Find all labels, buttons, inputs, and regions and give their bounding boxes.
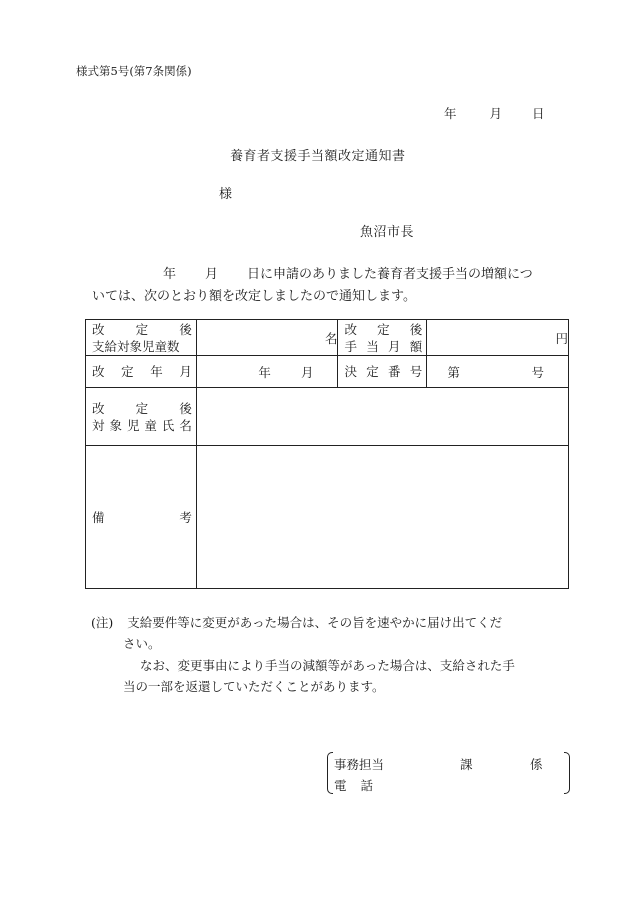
label-revised-2: 改 定 後 (344, 321, 423, 337)
intro-year: 年 (163, 267, 177, 282)
number-prefix: 第 (447, 364, 460, 380)
monthly-amount-value[interactable] (427, 320, 569, 356)
date-year: 年 (444, 106, 457, 121)
count-unit: 名 (324, 330, 338, 346)
note-1-line-1: 支給要件等に変更があった場合は、その旨を速やかに届け出てくだ (127, 615, 503, 630)
label-monthly-amount-text: 手 当 月 額 (344, 338, 423, 354)
child-count-value[interactable] (196, 320, 338, 356)
intro-line-2: いては、次のとおり額を改定しましたので通知します。 (92, 289, 416, 304)
right-bracket (564, 752, 570, 794)
intro-text: 日に申請のありました養育者支援手当の増額につ (247, 267, 533, 282)
intro-line-1 (163, 263, 533, 282)
label-remarks: 備 考 (86, 446, 197, 589)
contact-box (327, 752, 570, 794)
remarks-value[interactable] (196, 446, 568, 589)
intro-month: 月 (205, 267, 219, 282)
issue-date (444, 104, 545, 122)
row-child-names (86, 388, 569, 446)
label-child-count-text: 支給対象児童数 (92, 338, 180, 354)
note-marker: (注) (91, 615, 114, 630)
label-revised: 改 定 後 (92, 321, 192, 337)
note-2-line-2: 当の一部を返還していただくことがあります。 (123, 679, 385, 694)
contact-phone-label: 電 話 (334, 778, 374, 793)
revision-month-unit: 月 (300, 364, 314, 380)
form-number: 様式第5号(第7条関係) (76, 64, 192, 78)
row-revision-date (86, 356, 569, 388)
revision-date-value[interactable] (196, 356, 338, 388)
label-monthly-amount (338, 320, 427, 356)
label-child-names: 改 定 後 対 象 児 童 氏 名 (86, 388, 197, 446)
contact-label: 事務担当 (334, 757, 385, 772)
date-day: 日 (532, 106, 545, 121)
amount-unit: 円 (555, 330, 568, 346)
revision-year-unit: 年 (258, 364, 271, 380)
date-month: 月 (489, 106, 503, 121)
revision-table (85, 319, 569, 589)
note-1-line-2: さい。 (123, 636, 161, 651)
sender-name: 魚沼市長 (360, 225, 415, 240)
note-1 (91, 613, 502, 631)
label-child-count (86, 320, 197, 356)
note-2-line-1: なお、変更事由により手当の減額等があった場合は、支給された手 (140, 658, 515, 673)
contact-section: 課 (460, 757, 473, 772)
child-names-value[interactable] (196, 388, 568, 446)
recipient-honorific: 様 (219, 187, 233, 202)
row-remarks (86, 446, 569, 589)
document-title: 養育者支援手当額改定通知書 (230, 149, 406, 164)
decision-number-value[interactable] (427, 356, 569, 388)
label-decision-number: 決 定 番 号 (338, 356, 427, 388)
contact-unit: 係 (530, 757, 543, 772)
number-suffix: 号 (531, 364, 544, 380)
label-revision-date: 改 定 年 月 (86, 356, 197, 388)
row-child-count (86, 320, 569, 356)
left-bracket (327, 752, 333, 794)
